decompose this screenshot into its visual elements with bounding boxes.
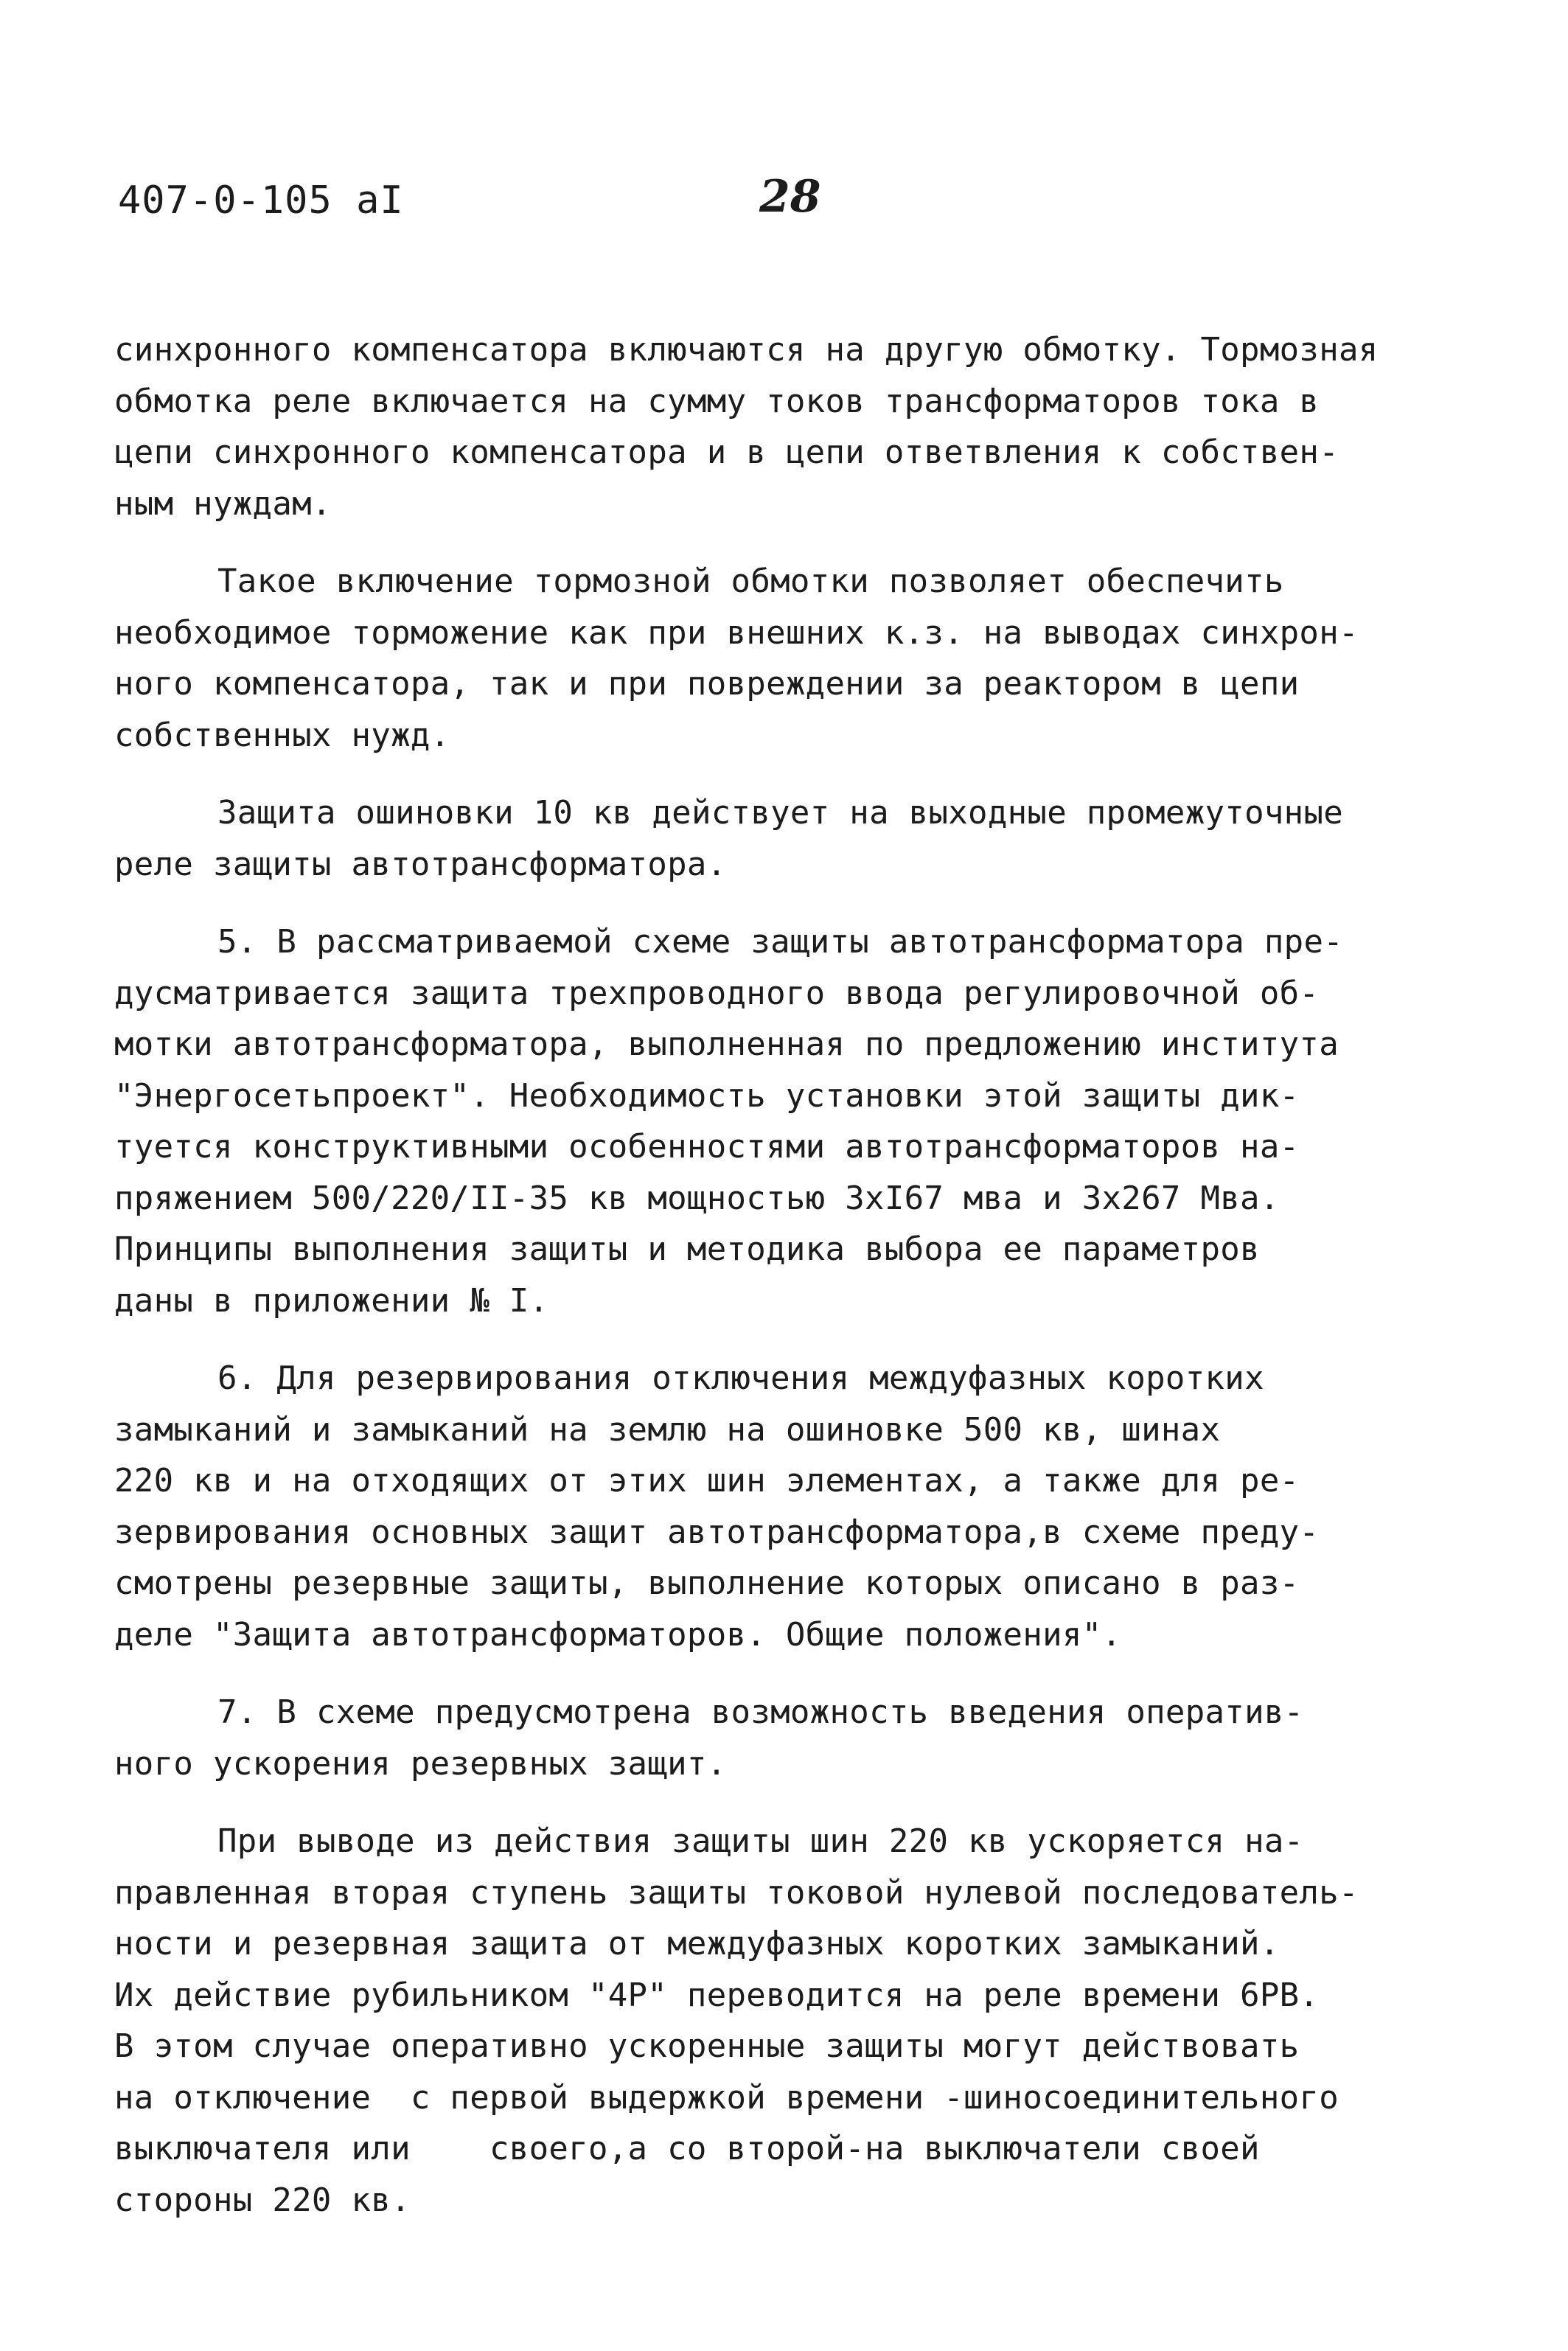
- text-line: на отключение с первой выдержкой времени -шиносоединительного: [114, 2078, 1339, 2117]
- paragraph: [114, 324, 1471, 529]
- text-line: замыканий и замыканий на землю на ошиновке 500 кв, шинах: [114, 1410, 1221, 1449]
- document-code: 407-0-105 aI: [118, 178, 404, 223]
- text-line: реле защиты автотрансформатора.: [114, 845, 727, 883]
- page-number: 28: [759, 171, 821, 223]
- paragraph: [114, 1687, 1471, 1789]
- text-line: дусматривается защита трехпроводного ввода регулировочной об-: [114, 974, 1320, 1012]
- text-line: 220 кв и на отходящих от этих шин элементах, а также для ре-: [114, 1462, 1300, 1500]
- text-line: "Энергосетьпроект". Необходимость установки этой защиты дик-: [114, 1076, 1300, 1115]
- text-line: В этом случае оперативно ускоренные защиты могут действовать: [114, 2027, 1300, 2065]
- text-line: ности и резервная защита от междуфазных коротких замыканий.: [114, 1925, 1280, 1962]
- paragraph: [114, 1353, 1471, 1660]
- text-line: правленная вторая ступень защиты токовой нулевой последователь-: [114, 1873, 1359, 1912]
- text-line: 6. Для резервирования отключения междуфазных коротких: [217, 1359, 1264, 1397]
- text-line: ного ускорения резервных защит.: [114, 1744, 727, 1783]
- text-line: туется конструктивными особенностями автотрансформаторов на-: [114, 1128, 1300, 1166]
- text-line: Такое включение тормозной обмотки позволяет обеспечить: [217, 563, 1284, 600]
- text-line: синхронного компенсатора включаются на другую обмотку. Тормозная: [114, 331, 1379, 369]
- page-header: [118, 171, 1445, 237]
- text-line: Защита ошиновки 10 кв действует на выходные промежуточные: [217, 794, 1344, 832]
- text-line: цепи синхронного компенсатора и в цепи ответвления к собствен-: [114, 433, 1339, 471]
- text-line: пряжением 500/220/II-35 кв мощностью 3хI67 мва и 3х267 Мва.: [114, 1179, 1280, 1217]
- text-line: обмотка реле включается на сумму токов трансформаторов тока в: [114, 382, 1320, 420]
- text-line: выключателя или своего,а со второй-на выключатели своей: [114, 2130, 1260, 2167]
- text-line: мотки автотрансформатора, выполненная по предложению института: [114, 1025, 1339, 1063]
- text-line: 7. В схеме предусмотрена возможность введения оператив-: [217, 1693, 1304, 1731]
- text-line: ного компенсатора, так и при повреждении за реактором в цепи: [114, 665, 1300, 703]
- paragraph: [114, 916, 1471, 1326]
- text-line: Их действие рубильником "4Р" переводится на реле времени 6РВ.: [114, 1976, 1320, 2014]
- text-line: смотрены резервные защиты, выполнение которых описано в раз-: [114, 1564, 1300, 1602]
- text-line: даны в приложении № I.: [114, 1281, 549, 1320]
- text-line: зервирования основных защит автотрансформатора,в схеме преду-: [114, 1513, 1320, 1551]
- text-line: 5. В рассматриваемой схеме защиты автотрансформатора пре-: [217, 923, 1344, 961]
- text-line: Принципы выполнения защиты и методика выбора ее параметров: [114, 1230, 1260, 1268]
- text-line: стороны 220 кв.: [114, 2181, 411, 2219]
- paragraph: [114, 556, 1471, 761]
- text-line: необходимое торможение как при внешних к.з. на выводах синхрон-: [114, 613, 1359, 652]
- text-line: деле "Защита автотрансформаторов. Общие положения".: [114, 1615, 1122, 1654]
- document-body: [114, 324, 1471, 2252]
- paragraph: [114, 787, 1471, 890]
- text-line: При выводе из действия защиты шин 220 кв ускоряется на-: [217, 1822, 1304, 1860]
- text-line: ным нуждам.: [114, 484, 332, 523]
- text-line: собственных нужд.: [114, 716, 450, 754]
- paragraph: [114, 1816, 1471, 2226]
